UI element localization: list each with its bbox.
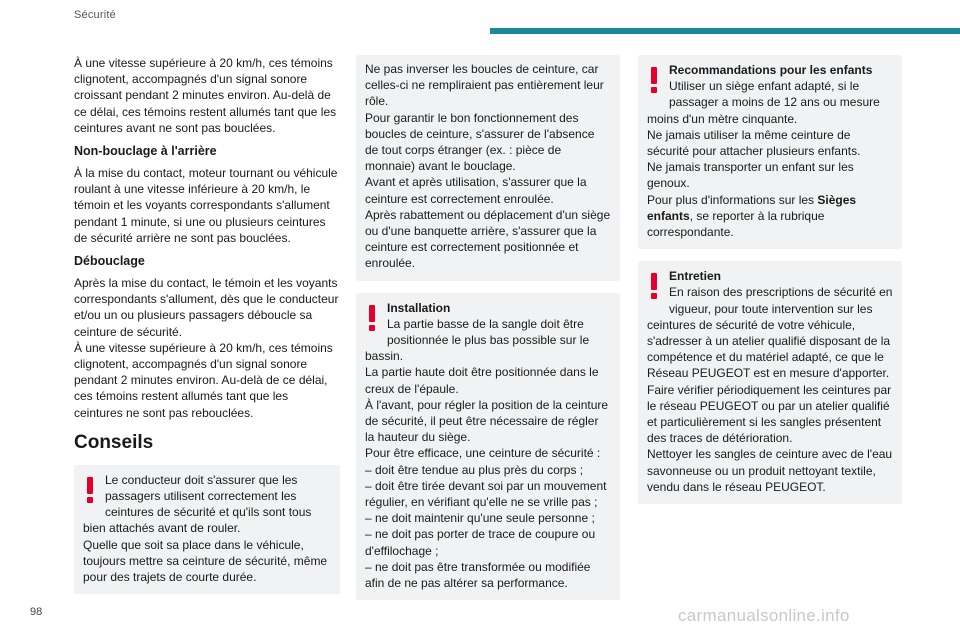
box-buckles-text-1: Ne pas inverser les boucles de ceinture, car celles-ci ne rempliraient pas entièrement leur rôle.: [365, 62, 604, 109]
warning-box-driver: [74, 465, 340, 594]
box-buckles-text-2: Pour garantir le bon fonctionnement des boucles de ceinture, s'assurer de l'absence de tout corps étranger (ex. : pièce de monnaie) avant le bouclage.: [365, 110, 595, 174]
installation-list-item: – doit être tendue au plus près du corps ;: [365, 462, 584, 477]
warning-exclamation-icon: [647, 67, 669, 95]
maintenance-text-2: Faire vérifier périodiquement les ceintures par le réseau PEUGEOT ou par un atelier qualifié et particulièrement si les sangles présentent des traces de détérioration.: [647, 382, 892, 446]
children-title: Recommandations pour les enfants: [669, 63, 873, 77]
warning-box-installation: [356, 293, 620, 601]
box-buckles-text-3: Avant et après utilisation, s'assurer que la ceinture est correctement enroulée.: [365, 175, 587, 206]
children-text-2: Ne jamais utiliser la même ceinture de sécurité pour attacher plusieurs enfants.: [647, 127, 861, 159]
section-title: Sécurité: [74, 9, 116, 21]
heading-rear-unbuckled: Non-bouclage à l'arrière: [74, 144, 217, 159]
column-left: [74, 55, 340, 606]
heading-conseils: Conseils: [74, 431, 154, 453]
box-buckles-text-4: Après rabattement ou déplacement d'un siège ou d'une banquette arrière, s'assurer que la ceinture est correctement positionnée et enroulée.: [365, 207, 611, 271]
child-seats-reference: Sièges enfants: [647, 192, 857, 223]
box-driver-text-2: Quelle que soit sa place dans le véhicule, toujours mettre sa ceinture de sécurité, même pour des trajets de courte durée.: [83, 537, 328, 585]
maintenance-text-3: Nettoyer les sangles de ceinture avec de l'eau savonneuse ou un produit nettoyant textile, vendu dans le réseau PEUGEOT.: [647, 447, 893, 494]
warning-exclamation-icon: [83, 477, 105, 505]
children-text-4: [647, 192, 893, 241]
children-text-4-pre: Pour plus d'informations sur les: [647, 192, 818, 207]
installation-list-item: – ne doit pas porter de trace de coupure ou d'effilochage ;: [365, 527, 596, 558]
paragraph-rear-unbuckled: À la mise du contact, moteur tournant ou véhicule roulant à une vitesse inférieure à 20 km/h, le témoin et les voyants correspondants s'allument pendant 1 minute, si une ou plusieurs ceintures de sécurité arrière ne sont pas bouclées.: [74, 166, 338, 245]
info-box-buckles: [356, 55, 620, 281]
paragraph-unbuckling-1: Après la mise du contact, le témoin et les voyants correspondants s'allument, dès que le conducteur et/ou un ou plusieurs passagers déboucle sa ceinture de sécurité.: [74, 276, 339, 339]
installation-list-item: – ne doit maintenir qu'une seule personne ;: [365, 511, 595, 526]
heading-unbuckling: Débouclage: [74, 254, 145, 269]
installation-title: Installation: [387, 300, 451, 315]
installation-text-4: Pour être efficace, une ceinture de sécurité :: [365, 446, 601, 461]
paragraph-unbuckling-2: À une vitesse supérieure à 20 km/h, ces témoins clignotent, accompagnés d'un signal sonore pendant 2 minutes environ. Au-delà de ce délai, ces témoins restent allumés tant que les ceintures ne sont pas rebouclées.: [74, 340, 333, 420]
paragraph-speed-warning: À une vitesse supérieure à 20 km/h, ces témoins clignotent, accompagnés d'un signal sonore croissant pendant 2 minutes environ. Au-delà de ce délai, ces témoins restent allumés tant que les ceintures avant ne sont pas bouclées.: [74, 56, 337, 135]
maintenance-text-1: En raison des prescriptions de sécurité en vigueur, pour toute intervention sur les ceintures de sécurité de votre véhicule, s'adresser à un atelier qualifié disposant de la compétence et du matériel adapté, ce que le Réseau PEUGEOT est en mesure d'apporter.: [647, 285, 893, 381]
header-accent-bar: [490, 28, 960, 34]
installation-list-item: – ne doit pas être transformée ou modifiée afin de ne pas altérer sa performance.: [365, 559, 591, 591]
warning-exclamation-icon: [647, 273, 669, 301]
column-right: [638, 55, 902, 516]
maintenance-title: Entretien: [669, 269, 722, 284]
page-number: 98: [30, 606, 43, 618]
warning-box-maintenance: [638, 261, 902, 504]
installation-text-1: La partie basse de la sangle doit être positionnée le plus bas possible sur le bassin.: [365, 316, 590, 364]
installation-text-3: À l'avant, pour régler la position de la ceinture de sécurité, il peut être nécessaire de régler la hauteur du siège.: [365, 397, 609, 445]
warning-exclamation-icon: [365, 305, 387, 333]
column-middle: [356, 55, 620, 612]
children-text-1: Utiliser un siège enfant adapté, si le passager a moins de 12 ans ou mesure moins d'un mètre cinquante.: [647, 79, 880, 126]
installation-list-item: – doit être tirée devant soi par un mouvement régulier, en vérifiant qu'elle ne se vrille pas ;: [365, 478, 607, 510]
watermark-text: carmanualsonline.info: [678, 606, 850, 625]
children-text-4-post: , se reporter à la rubrique correspondante.: [647, 208, 825, 240]
children-text-3: Ne jamais transporter un enfant sur les genoux.: [647, 160, 854, 191]
installation-text-2: La partie haute doit être positionnée dans le creux de l'épaule.: [365, 365, 599, 396]
warning-box-children: [638, 55, 902, 249]
box-driver-text-1: Le conducteur doit s'assurer que les passagers utilisent correctement les ceintures de sécurité et qu'ils sont tous bien attachés avant de rouler.: [83, 472, 312, 536]
